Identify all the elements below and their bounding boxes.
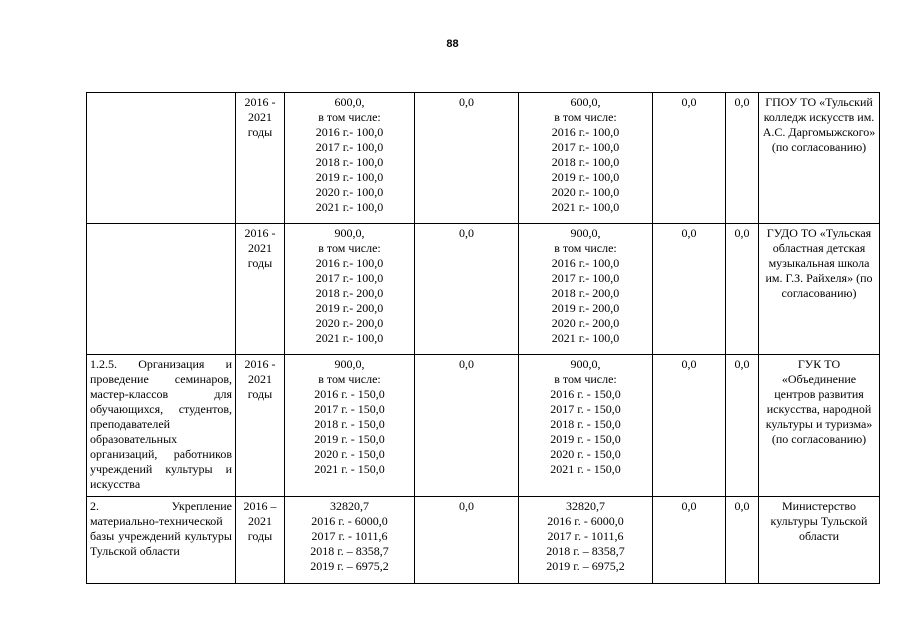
executor-cell <box>759 355 880 497</box>
total-funding-cell-line: 2021 г.- 100,0 <box>315 331 384 345</box>
other-funding-cell-text: 0,0 <box>734 357 750 371</box>
municipal-funding-cell-text: 0,0 <box>681 95 697 109</box>
total-funding-cell-line: 2017 г.- 100,0 <box>315 140 384 154</box>
activity-name-cell <box>87 224 236 355</box>
table-row <box>87 497 880 584</box>
period-cell-line: 2016 - <box>244 226 276 240</box>
regional-funding-cell-line: 2018 г. – 8358,7 <box>546 544 625 558</box>
table-row <box>87 93 880 224</box>
municipal-funding-cell <box>653 497 726 584</box>
executor-cell-text: Министерство культуры Тульской области <box>770 499 868 543</box>
period-cell <box>236 224 285 355</box>
total-funding-cell-line: 2018 г. - 150,0 <box>314 417 385 431</box>
municipal-funding-cell <box>653 224 726 355</box>
table-row <box>87 224 880 355</box>
executor-cell <box>759 93 880 224</box>
total-funding-cell-line: 2020 г.- 200,0 <box>315 316 384 330</box>
period-cell-line: годы <box>247 529 273 543</box>
regional-funding-cell-line: 2018 г.- 100,0 <box>551 155 620 169</box>
total-funding-cell-line: 2020 г.- 100,0 <box>315 185 384 199</box>
period-cell-line: годы <box>247 387 273 401</box>
regional-funding-cell-line: 2019 г.- 100,0 <box>551 170 620 184</box>
regional-funding-cell-line: 2020 г.- 200,0 <box>551 316 620 330</box>
regional-funding-cell-line: 32820,7 <box>566 499 605 513</box>
period-cell <box>236 497 285 584</box>
period-cell-line: 2021 <box>248 110 272 124</box>
executor-cell-text: ГУК ТО «Объединение центров развития искусства, народной культуры и туризма» (по согласованию) <box>765 357 873 446</box>
period-cell-line: 2021 <box>248 514 272 528</box>
other-funding-cell-text: 0,0 <box>734 226 750 240</box>
other-funding-cell-text: 0,0 <box>734 95 750 109</box>
regional-funding-cell-line: 2020 г.- 100,0 <box>551 185 620 199</box>
activity-name-cell <box>87 93 236 224</box>
period-cell-line: годы <box>247 256 273 270</box>
total-funding-cell-line: 2018 г.- 200,0 <box>315 286 384 300</box>
period-cell-line: 2016 - <box>244 95 276 109</box>
regional-funding-cell-line: 2019 г. - 150,0 <box>550 432 621 446</box>
total-funding-cell-line: 2016 г.- 100,0 <box>315 256 384 270</box>
regional-funding-cell <box>519 497 653 584</box>
total-funding-cell <box>285 497 415 584</box>
period-cell <box>236 93 285 224</box>
total-funding-cell-line: 2016 г. - 6000,0 <box>311 514 388 528</box>
other-funding-cell <box>726 355 759 497</box>
municipal-funding-cell-text: 0,0 <box>681 226 697 240</box>
total-funding-cell-line: 2019 г. – 6975,2 <box>310 559 389 573</box>
period-cell-line: годы <box>247 125 273 139</box>
federal-funding-cell-text: 0,0 <box>459 226 474 240</box>
regional-funding-cell-line: 2021 г.- 100,0 <box>551 331 620 345</box>
regional-funding-cell-line: 2018 г. - 150,0 <box>550 417 621 431</box>
regional-funding-cell-line: 2018 г.- 200,0 <box>551 286 620 300</box>
regional-funding-cell-line: 2016 г. - 150,0 <box>550 387 621 401</box>
executor-cell-text: ГПОУ ТО «Тульский колледж искусств им. А.С. Даргомыжского» (по согласованию) <box>762 95 876 154</box>
other-funding-cell-text: 0,0 <box>734 499 750 513</box>
regional-funding-cell-line: 900,0, <box>570 357 601 371</box>
total-funding-cell-line: 2017 г. - 1011,6 <box>311 529 388 543</box>
period-cell-line: 2021 <box>248 241 272 255</box>
municipal-funding-cell-text: 0,0 <box>681 499 697 513</box>
regional-funding-cell-line: 2016 г.- 100,0 <box>551 125 620 139</box>
total-funding-cell <box>285 224 415 355</box>
total-funding-cell-line: 2016 г. - 150,0 <box>314 387 385 401</box>
municipal-funding-cell-text: 0,0 <box>681 357 697 371</box>
regional-funding-cell-line: 2019 г. – 6975,2 <box>546 559 625 573</box>
other-funding-cell <box>726 224 759 355</box>
regional-funding-cell-line: в том числе: <box>554 372 617 386</box>
regional-funding-cell-line: в том числе: <box>554 110 617 124</box>
federal-funding-cell <box>415 93 519 224</box>
regional-funding-cell-line: 2017 г.- 100,0 <box>551 140 620 154</box>
regional-funding-cell-line: в том числе: <box>554 241 617 255</box>
federal-funding-cell-text: 0,0 <box>459 357 474 371</box>
page-number: 88 <box>446 38 459 50</box>
total-funding-cell <box>285 93 415 224</box>
federal-funding-cell <box>415 497 519 584</box>
total-funding-cell-line: в том числе: <box>318 372 381 386</box>
regional-funding-cell-line: 2020 г. - 150,0 <box>550 447 621 461</box>
total-funding-cell-line: 900,0, <box>334 357 365 371</box>
activity-name-cell <box>87 355 236 497</box>
regional-funding-cell-line: 2017 г.- 100,0 <box>551 271 620 285</box>
regional-funding-cell-line: 2021 г.- 100,0 <box>551 200 620 214</box>
total-funding-cell-line: 2021 г. - 150,0 <box>314 462 385 476</box>
other-funding-cell <box>726 93 759 224</box>
total-funding-cell-line: 900,0, <box>334 226 365 240</box>
period-cell <box>236 355 285 497</box>
total-funding-cell-line: в том числе: <box>318 241 381 255</box>
regional-funding-cell-line: 900,0, <box>570 226 601 240</box>
federal-funding-cell-text: 0,0 <box>459 499 474 513</box>
total-funding-cell-line: 2018 г.- 100,0 <box>315 155 384 169</box>
federal-funding-cell <box>415 224 519 355</box>
regional-funding-cell-line: 2017 г. - 150,0 <box>550 402 621 416</box>
total-funding-cell-line: 32820,7 <box>330 499 369 513</box>
total-funding-cell-line: 2021 г.- 100,0 <box>315 200 384 214</box>
activity-name-cell-text: 1.2.5. Организация и проведение семинаров, мастер-классов для обучающихся, студентов, преподавателей образовательных организаций, работников учреждений культуры и искусства <box>90 357 232 491</box>
total-funding-cell-line: 2018 г. – 8358,7 <box>310 544 389 558</box>
table-row <box>87 355 880 497</box>
municipal-funding-cell <box>653 355 726 497</box>
executor-cell <box>759 497 880 584</box>
activity-name-cell <box>87 497 236 584</box>
regional-funding-cell-line: 2021 г. - 150,0 <box>550 462 621 476</box>
period-cell-line: 2016 – <box>243 499 277 513</box>
regional-funding-cell-line: 2017 г. - 1011,6 <box>547 529 624 543</box>
total-funding-cell-line: в том числе: <box>318 110 381 124</box>
federal-funding-cell-text: 0,0 <box>459 95 474 109</box>
regional-funding-cell <box>519 224 653 355</box>
total-funding-cell-line: 2019 г.- 200,0 <box>315 301 384 315</box>
total-funding-cell-line: 2016 г.- 100,0 <box>315 125 384 139</box>
regional-funding-cell-line: 600,0, <box>570 95 601 109</box>
total-funding-cell-line: 2020 г. - 150,0 <box>314 447 385 461</box>
regional-funding-cell <box>519 93 653 224</box>
total-funding-cell-line: 2017 г.- 100,0 <box>315 271 384 285</box>
total-funding-cell-line: 2019 г. - 150,0 <box>314 432 385 446</box>
total-funding-cell-line: 2019 г.- 100,0 <box>315 170 384 184</box>
total-funding-cell-line: 600,0, <box>334 95 365 109</box>
period-cell-line: 2021 <box>248 372 272 386</box>
regional-funding-cell-line: 2019 г.- 200,0 <box>551 301 620 315</box>
total-funding-cell <box>285 355 415 497</box>
federal-funding-cell <box>415 355 519 497</box>
program-activities-table <box>86 92 880 584</box>
period-cell-line: 2016 - <box>244 357 276 371</box>
executor-cell-text: ГУДО ТО «Тульская областная детская музыкальная школа им. Г.З. Райхеля» (по согласованию) <box>765 226 873 300</box>
other-funding-cell <box>726 497 759 584</box>
regional-funding-cell <box>519 355 653 497</box>
municipal-funding-cell <box>653 93 726 224</box>
total-funding-cell-line: 2017 г. - 150,0 <box>314 402 385 416</box>
regional-funding-cell-line: 2016 г. - 6000,0 <box>547 514 624 528</box>
executor-cell <box>759 224 880 355</box>
regional-funding-cell-line: 2016 г.- 100,0 <box>551 256 620 270</box>
activity-name-cell-text: 2. Укрепление материально-технической базы учреждений культуры Тульской области <box>90 499 232 558</box>
